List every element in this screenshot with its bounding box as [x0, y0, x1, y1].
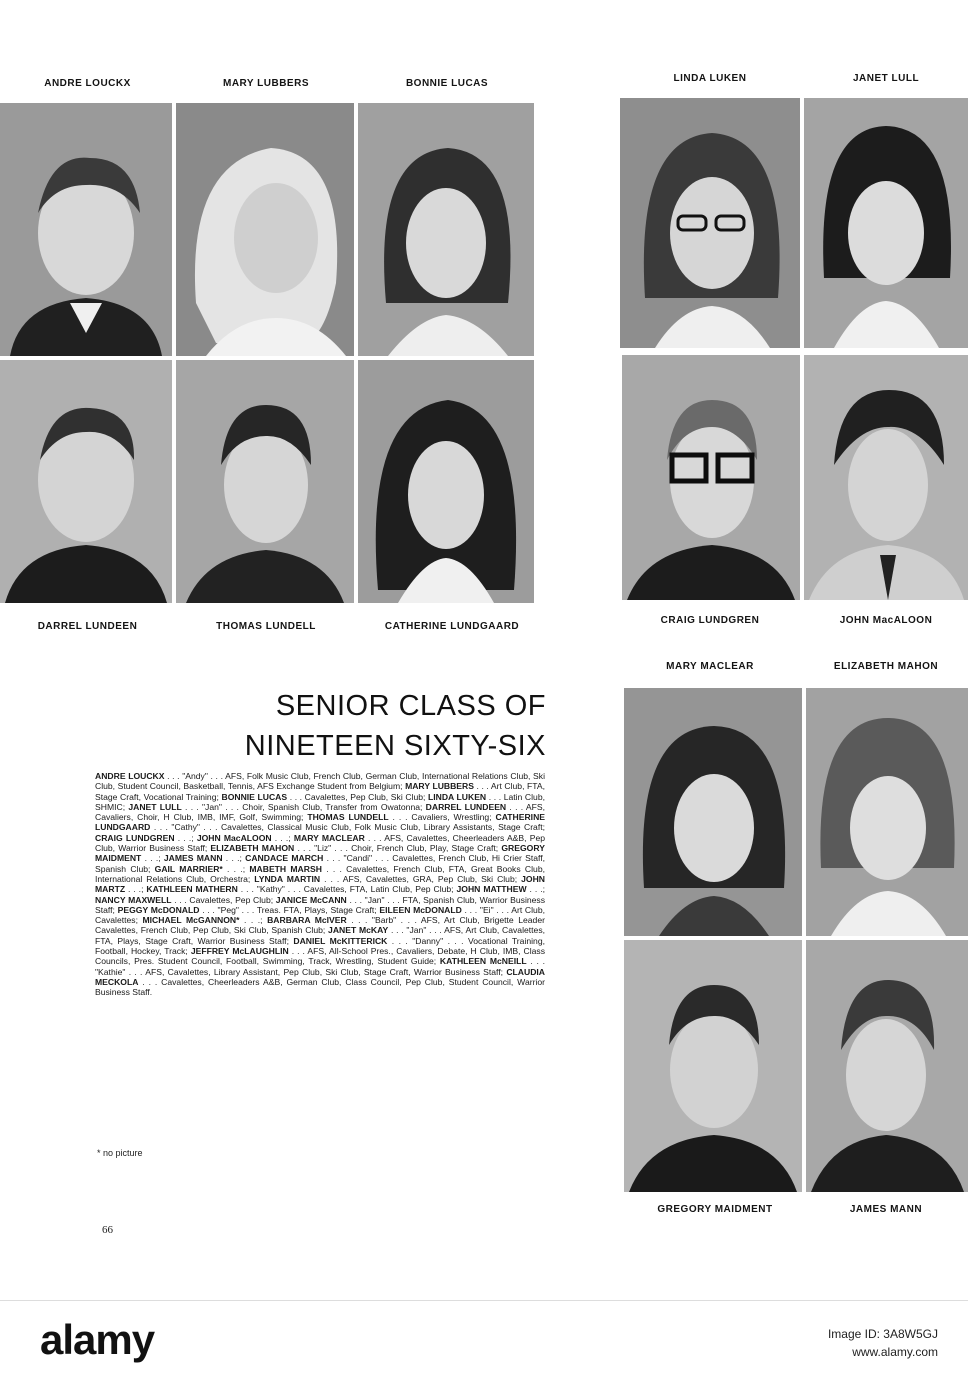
bio-student-activities: . . . "Candi" . . . Cavalettes, French Club, Hi Crier Staff, Spanish Club;	[95, 853, 545, 874]
page-number: 66	[102, 1224, 113, 1236]
bio-student-name: JOHN MacALOON	[196, 832, 272, 843]
bio-student-activities: . . . Cavalettes, Pep Club, Ski Club;	[287, 791, 428, 802]
photo-mary-lubbers	[176, 103, 354, 356]
bio-student-activities: . . .;	[526, 884, 545, 895]
bio-student-name: LINDA LUKEN	[428, 791, 487, 802]
bio-student-activities: . . . Cavalettes, Cheerleaders A&B, German Club, Class Council, Pep Club, Student Council, Warrior Business Staff.	[95, 976, 545, 998]
bio-student-activities: . . .;	[271, 832, 294, 843]
bio-student-name: MARY MACLEAR	[293, 832, 365, 843]
photo-catherine-lundgaard	[358, 360, 534, 603]
name-gregory-maidment: GREGORY MAIDMENT	[657, 1204, 773, 1215]
bio-student-activities: . . . "Barb" . . . AFS, Art Club, Brigette Leader Cavalettes, French Club, Pep Club, Ski Club, Spanish Club;	[95, 915, 545, 936]
bio-student-name: MARY LUBBERS	[405, 781, 474, 792]
bio-student-activities: . . . "Andy" . . . AFS, Folk Music Club, French Club, German Club, International Relations Club, Ski Club, Student Council, Basketball, Tennis, AFS Exchange Student from Belgium;	[95, 771, 545, 792]
bio-student-name: DARREL LUNDEEN	[425, 801, 507, 812]
bio-student-name: JEFFREY McLAUGHLIN	[190, 946, 289, 957]
bio-student-name: DANIEL McKITTERICK	[293, 935, 388, 946]
bio-student-activities: . . .;	[125, 884, 147, 895]
bio-student-name: JAMES MANN	[163, 853, 223, 864]
bio-student-activities: . . . "Liz" . . . Choir, French Club, Play, Stage Craft;	[294, 843, 502, 854]
name-thomas-lundell: THOMAS LUNDELL	[216, 621, 316, 632]
bio-student-name: CRAIG LUNDGREN	[95, 832, 175, 843]
photo-bonnie-lucas	[358, 103, 534, 356]
photo-thomas-lundell	[176, 360, 354, 603]
bio-student-name: BARBARA McIVER	[267, 915, 347, 926]
footer-meta	[828, 1327, 938, 1363]
bio-student-name: JANET LULL	[128, 801, 182, 812]
photo-andre-louckx	[0, 103, 172, 356]
photo-craig-lundgren	[622, 355, 800, 600]
name-darrel-lundeen: DARREL LUNDEEN	[37, 621, 138, 632]
bio-student-name: LYNDA MARTIN	[254, 873, 321, 884]
bio-student-activities: . . . AFS, Cavaliers, Choir, H Club, IMB, IMF, Golf, Swimming;	[95, 801, 546, 823]
bio-student-activities: . . . "Danny" . . . Vocational Training, Football, Hockey, Track;	[95, 935, 545, 957]
bio-student-activities: . . . "Kathy" . . . Cavalettes, FTA, Latin Club, Pep Club;	[237, 884, 457, 895]
name-janet-lull: JANET LULL	[852, 73, 920, 84]
name-andre-louckx: ANDRE LOUCKX	[44, 78, 131, 89]
bio-student-activities: . . . "Jan" . . . FTA, Spanish Club, Warrior Business Staff;	[95, 894, 546, 915]
image-id-label: Image ID: 3A8W5GJ	[827, 1327, 938, 1341]
name-linda-luken: LINDA LUKEN	[673, 73, 747, 84]
headline-line-1: SENIOR CLASS OF	[275, 690, 546, 722]
name-elizabeth-mahon: ELIZABETH MAHON	[833, 661, 939, 672]
biography-paragraph	[95, 771, 545, 998]
bio-student-name: JOHN MATTHEW	[456, 884, 527, 895]
photo-gregory-maidment	[624, 940, 802, 1192]
bio-student-name: ANDRE LOUCKX	[95, 771, 165, 781]
bio-student-activities: . . . Cavalettes, French Club, FTA, Great Books Club, International Relations Club, Orchestra;	[95, 863, 545, 884]
headline-line-2: NINETEEN SIXTY-SIX	[244, 730, 546, 762]
bio-student-name: MICHAEL McGANNON*	[142, 915, 240, 926]
name-craig-lundgren: CRAIG LUNDGREN	[660, 615, 760, 626]
bio-student-name: MABETH MARSH	[249, 863, 322, 874]
bio-student-activities: . . .;	[174, 832, 197, 843]
photo-elizabeth-mahon	[806, 688, 968, 936]
name-james-mann: JAMES MANN	[849, 1204, 923, 1215]
name-bonnie-lucas: BONNIE LUCAS	[405, 78, 489, 89]
bio-student-activities: . . . "Jan" . . . AFS, Art Club, Cavalettes, FTA, Plays, Stage Craft, Warrior Business Staff;	[95, 925, 545, 946]
bio-student-activities: . . . "Peg" . . . Treas. FTA, Plays, Stage Craft;	[199, 904, 380, 915]
bio-student-name: CLAUDIA MECKOLA	[95, 966, 545, 987]
bio-student-name: EILEEN McDONALD	[379, 904, 462, 915]
bio-student-name: NANCY MAXWELL	[95, 894, 172, 905]
bio-student-activities: . . . AFS, Cavalettes, Cheerleaders A&B, Pep Club, Warrior Business Staff;	[95, 832, 545, 854]
bio-student-activities: . . . Cavalettes, Pep Club;	[171, 894, 276, 905]
bio-student-activities: . . .;	[141, 853, 164, 864]
photo-darrel-lundeen	[0, 360, 172, 603]
bio-student-activities: . . . Cavaliers, Wrestling;	[388, 812, 496, 823]
bio-student-name: JANICE McCANN	[275, 894, 347, 905]
bio-student-name: JANET McKAY	[328, 925, 389, 936]
photo-mary-maclear	[624, 688, 802, 936]
bio-student-name: PEGGY McDONALD	[117, 904, 200, 915]
bio-student-activities: . . .;	[222, 863, 250, 874]
bio-student-activities: . . . AFS, All-School Pres., Cavaliers, Debate, H Club, IMB, Class Councils, Pres. Student Council, Football, Swimming, Track, Wrestling, Student Guide;	[95, 946, 546, 967]
bio-student-name: ELIZABETH MAHON	[210, 843, 295, 854]
name-mary-lubbers: MARY LUBBERS	[222, 78, 309, 89]
bio-student-activities: . . . "Cathy" . . . Cavalettes, Classical Music Club, Folk Music Club, Library Assistants, Stage Craft;	[150, 822, 545, 833]
bio-student-name: GREGORY MAIDMENT	[95, 843, 545, 864]
bio-student-name: GAIL MARRIER*	[154, 863, 223, 874]
bio-student-name: KATHLEEN McNEILL	[439, 956, 527, 967]
name-john-macaloon: JOHN MacALOON	[839, 615, 933, 626]
bio-student-name: CATHERINE LUNDGAARD	[95, 812, 546, 833]
photo-janet-lull	[804, 98, 968, 348]
bio-student-activities: . . . "Jan" . . . Choir, Spanish Club, Transfer from Owatonna;	[181, 801, 426, 812]
bio-student-activities: . . . Latin Club, SHMIC;	[95, 791, 545, 812]
bio-student-name: JOHN MARTZ	[95, 873, 546, 895]
bio-student-name: BONNIE LUCAS	[221, 791, 288, 802]
bio-student-activities: . . .;	[239, 915, 268, 926]
bio-student-name: CANDACE MARCH	[245, 853, 324, 864]
stock-brand-logo: alamy	[40, 1316, 155, 1363]
bio-student-activities: . . . AFS, Cavalettes, GRA, Pep Club, Ski Club;	[320, 873, 522, 884]
name-catherine-lundgaard: CATHERINE LUNDGAARD	[384, 621, 520, 632]
site-url: www.alamy.com	[852, 1345, 938, 1359]
photo-linda-luken	[620, 98, 800, 348]
bio-student-name: THOMAS LUNDELL	[307, 812, 389, 823]
photo-james-mann	[806, 940, 968, 1192]
bio-student-activities: . . . "Ei" . . . Art Club, Cavalettes;	[95, 904, 545, 926]
bio-student-activities: . . .;	[222, 853, 246, 864]
footnote: * no picture	[97, 1148, 143, 1158]
bio-student-activities: . . . "Kathie" . . . AFS, Cavalettes, Library Assistant, Pep Club, Ski Club, Stage Craft, Warrior Business Staff;	[95, 956, 545, 977]
photo-john-macaloon	[804, 355, 968, 600]
bio-student-name: KATHLEEN MATHERN	[146, 884, 238, 895]
bio-student-activities: . . . Art Club, FTA, Stage Craft, Vocational Training;	[95, 781, 545, 802]
name-mary-maclear: MARY MACLEAR	[666, 661, 754, 672]
